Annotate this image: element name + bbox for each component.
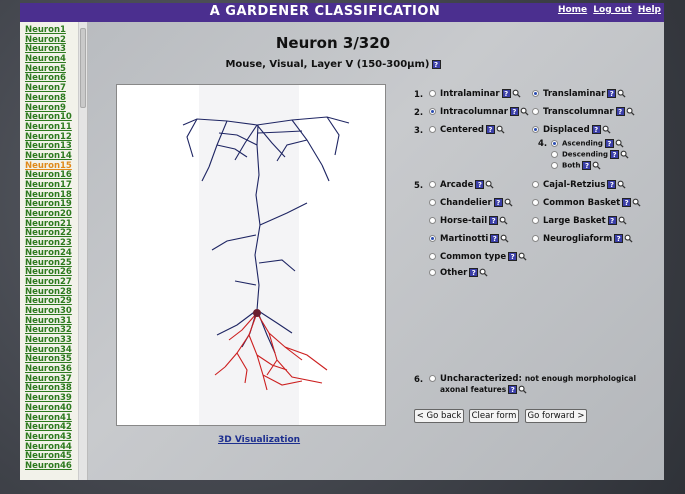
home-link[interactable]: Home — [557, 5, 588, 15]
sidebar-item-neuron20[interactable]: Neuron20 — [25, 209, 72, 220]
magnifier-icon[interactable] — [617, 89, 626, 98]
sidebar-item-neuron40[interactable]: Neuron40 — [25, 402, 72, 413]
magnifier-icon[interactable] — [592, 161, 601, 170]
sidebar-item-neuron25[interactable]: Neuron25 — [25, 257, 72, 268]
q1-number: 1. — [414, 90, 424, 100]
q4-option-both-label: Both — [562, 161, 581, 170]
sidebar-item-neuron15[interactable]: Neuron15 — [25, 160, 72, 171]
help-icon[interactable]: ? — [486, 125, 495, 134]
q1-option-translaminar[interactable] — [532, 89, 626, 99]
sidebar-item-neuron28[interactable]: Neuron28 — [25, 286, 72, 297]
sidebar-item-neuron46[interactable]: Neuron46 — [25, 460, 72, 471]
q5-option-martinotti-label: Martinotti — [440, 234, 489, 244]
sidebar-item-neuron1[interactable]: Neuron1 — [25, 25, 66, 35]
sidebar-item-neuron21[interactable]: Neuron21 — [25, 218, 72, 229]
help-icon[interactable]: ? — [469, 268, 478, 277]
subtitle-text: Mouse, Visual, Layer V (150-300μm) — [225, 59, 430, 70]
sidebar-item-neuron23[interactable]: Neuron23 — [25, 238, 72, 249]
q2-option-b-label: Transcolumnar — [543, 107, 614, 117]
q3-option-displaced[interactable] — [532, 125, 611, 135]
clear-form-button[interactable]: Clear form — [469, 409, 519, 423]
sidebar-item-neuron4[interactable]: Neuron4 — [25, 54, 66, 65]
magnifier-icon[interactable] — [632, 198, 641, 207]
header-bar — [20, 3, 664, 22]
magnifier-icon[interactable] — [615, 139, 624, 148]
sidebar-item-neuron34[interactable]: Neuron34 — [25, 344, 72, 355]
q3-option-a-label: Centered — [440, 125, 484, 135]
sidebar-item-neuron2[interactable]: Neuron2 — [25, 34, 66, 45]
magnifier-icon[interactable] — [485, 180, 494, 189]
sidebar-item-neuron24[interactable]: Neuron24 — [25, 247, 72, 258]
magnifier-icon[interactable] — [499, 216, 508, 225]
q2-number: 2. — [414, 108, 424, 118]
radio-displaced[interactable] — [532, 126, 539, 133]
radio-both[interactable] — [551, 162, 558, 169]
q4-option-ascending-label: Ascending — [562, 139, 603, 148]
scrollbar-thumb[interactable] — [80, 28, 86, 108]
help-icon[interactable]: ? — [489, 216, 498, 225]
radio-centered[interactable] — [429, 126, 436, 133]
q5-option-chandelier[interactable] — [429, 198, 513, 208]
magnifier-icon[interactable] — [626, 107, 635, 116]
q2-option-intracolumnar[interactable] — [429, 107, 529, 117]
q5-option-neurogliaform-label: Neurogliaform — [543, 234, 613, 244]
help-icon[interactable]: ? — [494, 198, 503, 207]
q3-number: 3. — [414, 126, 424, 136]
sidebar-item-neuron43[interactable]: Neuron43 — [25, 431, 72, 442]
page-title: Neuron 3/320 — [275, 34, 391, 52]
sidebar-item-neuron44[interactable]: Neuron44 — [25, 441, 72, 452]
help-icon[interactable]: ? — [502, 89, 511, 98]
magnifier-icon[interactable] — [496, 125, 505, 134]
q6-number: 6. — [414, 375, 424, 385]
q6-note-line1: not enough morphological — [524, 374, 637, 383]
radio-neurogliaform[interactable] — [532, 235, 539, 242]
magnifier-icon[interactable] — [504, 198, 513, 207]
help-icon[interactable]: ? — [508, 385, 517, 394]
magnifier-icon[interactable] — [602, 125, 611, 134]
neuron-morphology-image — [117, 85, 385, 425]
cell-soma — [253, 309, 261, 317]
radio-translaminar[interactable] — [532, 90, 539, 97]
q1-option-a-label: Intralaminar — [440, 89, 500, 99]
sidebar-item-neuron41[interactable]: Neuron41 — [25, 412, 72, 423]
sidebar-item-neuron8[interactable]: Neuron8 — [25, 92, 66, 103]
help-icon[interactable]: ? — [510, 107, 519, 116]
sidebar-item-neuron9[interactable]: Neuron9 — [25, 102, 66, 113]
sidebar-item-neuron18[interactable]: Neuron18 — [25, 189, 72, 200]
q3-option-b-label: Displaced — [543, 125, 590, 135]
sidebar-item-neuron35[interactable]: Neuron35 — [25, 354, 72, 365]
q6-note-line2: axonal features — [440, 385, 507, 394]
help-icon[interactable]: ? — [490, 234, 499, 243]
q4-option-descending[interactable] — [551, 150, 629, 159]
neuron-list — [25, 26, 72, 472]
sidebar-item-neuron10[interactable]: Neuron10 — [25, 112, 72, 123]
q6-label: Uncharacterized: — [440, 374, 522, 384]
layer-band — [199, 85, 299, 425]
q5-option-other[interactable] — [429, 268, 488, 278]
radio-transcolumnar[interactable] — [532, 108, 539, 115]
q4-option-both[interactable] — [551, 161, 601, 170]
sidebar-item-neuron5[interactable]: Neuron5 — [25, 63, 66, 74]
q5-option-arcade-label: Arcade — [440, 180, 474, 190]
q3-option-centered[interactable] — [429, 125, 505, 135]
sidebar-item-neuron29[interactable]: Neuron29 — [25, 296, 72, 307]
sidebar-item-neuron14[interactable]: Neuron14 — [25, 150, 72, 161]
radio-chandelier[interactable] — [429, 199, 436, 206]
q4-option-descending-label: Descending — [562, 150, 609, 159]
neuron-image-panel — [116, 84, 386, 426]
magnifier-icon[interactable] — [518, 385, 527, 394]
radio-cajal-retzius[interactable] — [532, 181, 539, 188]
q1-option-intralaminar[interactable] — [429, 89, 521, 99]
q5-option-other-label: Other — [440, 268, 468, 278]
radio-other[interactable] — [429, 269, 436, 276]
help-icon[interactable]: ? — [616, 107, 625, 116]
q5-option-horse-tail-label: Horse-tail — [440, 216, 488, 226]
magnifier-icon[interactable] — [617, 180, 626, 189]
q5-option-large-basket[interactable] — [532, 216, 627, 226]
q5-option-large-basket-label: Large Basket — [543, 216, 606, 226]
neuron-subtitle — [88, 59, 578, 70]
radio-ascending[interactable] — [551, 140, 558, 147]
go-forward-button[interactable]: Go forward > — [525, 409, 587, 423]
radio-common-basket[interactable] — [532, 199, 539, 206]
sidebar-item-neuron6[interactable]: Neuron6 — [25, 73, 66, 84]
radio-common-type[interactable] — [429, 253, 436, 260]
sidebar-item-neuron12[interactable]: Neuron12 — [25, 131, 72, 142]
sidebar-item-neuron27[interactable]: Neuron27 — [25, 276, 72, 287]
q5-option-cajal-retzius[interactable] — [532, 180, 626, 190]
sidebar-item-neuron31[interactable]: Neuron31 — [25, 315, 72, 326]
q5-option-common-basket-label: Common Basket — [543, 198, 621, 208]
sidebar-item-neuron17[interactable]: Neuron17 — [25, 180, 72, 190]
sidebar-item-neuron30[interactable]: Neuron30 — [25, 305, 72, 316]
sidebar-item-neuron22[interactable]: Neuron22 — [25, 228, 72, 239]
help-icon[interactable]: ? — [582, 161, 591, 170]
sidebar-item-neuron37[interactable]: Neuron37 — [25, 373, 72, 384]
help-icon[interactable]: ? — [610, 150, 619, 159]
radio-arcade[interactable] — [429, 181, 436, 188]
help-icon[interactable]: ? — [592, 125, 601, 134]
magnifier-icon[interactable] — [500, 234, 509, 243]
sidebar-item-neuron38[interactable]: Neuron38 — [25, 383, 72, 394]
radio-descending[interactable] — [551, 151, 558, 158]
sidebar-item-neuron13[interactable]: Neuron13 — [25, 141, 72, 152]
q2-option-a-label: Intracolumnar — [440, 107, 508, 117]
magnifier-icon[interactable] — [620, 150, 629, 159]
help-icon[interactable]: ? — [614, 234, 623, 243]
magnifier-icon[interactable] — [618, 216, 627, 225]
sidebar-item-neuron42[interactable]: Neuron42 — [25, 422, 72, 433]
sidebar-item-neuron32[interactable]: Neuron32 — [25, 325, 72, 336]
3d-visualization-link[interactable]: 3D Visualization — [218, 435, 301, 445]
app-title: A GARDENER CLASSIFICATION — [209, 4, 441, 19]
magnifier-icon[interactable] — [479, 268, 488, 277]
radio-intralaminar[interactable] — [429, 90, 436, 97]
radio-horse-tail[interactable] — [429, 217, 436, 224]
radio-intracolumnar[interactable] — [429, 108, 436, 115]
radio-martinotti[interactable] — [429, 235, 436, 242]
sidebar-item-neuron16[interactable]: Neuron16 — [25, 170, 72, 181]
sidebar-item-neuron19[interactable]: Neuron19 — [25, 199, 72, 210]
sidebar-item-neuron3[interactable]: Neuron3 — [25, 44, 66, 55]
q5-option-martinotti[interactable] — [429, 234, 509, 244]
q5-option-common-basket[interactable] — [532, 198, 641, 208]
magnifier-icon[interactable] — [518, 252, 527, 261]
help-icon[interactable]: ? — [475, 180, 484, 189]
q4-number: 4. — [538, 139, 548, 149]
magnifier-icon[interactable] — [624, 234, 633, 243]
help-icon[interactable]: ? — [508, 252, 517, 261]
help-icon[interactable]: ? — [608, 216, 617, 225]
magnifier-icon[interactable] — [520, 107, 529, 116]
q5-number: 5. — [414, 181, 424, 191]
help-icon[interactable]: ? — [607, 180, 616, 189]
help-icon[interactable]: ? — [432, 60, 441, 69]
help-icon[interactable]: ? — [622, 198, 631, 207]
q5-option-cajal-retzius-label: Cajal-Retzius — [543, 180, 606, 190]
sidebar-item-neuron26[interactable]: Neuron26 — [25, 267, 72, 278]
q6-option-uncharacterized[interactable] — [429, 374, 636, 384]
sidebar-item-neuron33[interactable]: Neuron33 — [25, 335, 72, 345]
classification-form — [414, 84, 664, 421]
q5-option-arcade[interactable] — [429, 180, 494, 190]
go-back-button[interactable]: < Go back — [414, 409, 464, 423]
header-links — [555, 5, 661, 15]
main-panel — [88, 22, 664, 480]
q6-note-row — [440, 385, 527, 395]
sidebar-item-neuron36[interactable]: Neuron36 — [25, 364, 72, 375]
q5-option-horse-tail[interactable] — [429, 216, 508, 226]
q1-option-b-label: Translaminar — [543, 89, 606, 99]
q5-option-common-type[interactable] — [429, 252, 527, 262]
sidebar-item-neuron45[interactable]: Neuron45 — [25, 451, 72, 462]
logout-link[interactable]: Log out — [593, 5, 632, 15]
magnifier-icon[interactable] — [512, 89, 521, 98]
q5-option-neurogliaform[interactable] — [532, 234, 633, 244]
sidebar-item-neuron7[interactable]: Neuron7 — [25, 83, 66, 94]
radio-large-basket[interactable] — [532, 217, 539, 224]
radio-uncharacterized[interactable] — [429, 375, 436, 382]
help-icon[interactable]: ? — [607, 89, 616, 98]
q4-option-ascending[interactable] — [551, 139, 624, 148]
sidebar-item-neuron39[interactable]: Neuron39 — [25, 393, 72, 404]
sidebar-scrollbar[interactable] — [78, 22, 87, 480]
q5-option-common-type-label: Common type — [440, 252, 507, 262]
q5-option-chandelier-label: Chandelier — [440, 198, 492, 208]
help-link[interactable]: Help — [637, 5, 661, 15]
sidebar-item-neuron11[interactable]: Neuron11 — [25, 121, 72, 132]
q2-option-transcolumnar[interactable] — [532, 107, 635, 117]
help-icon[interactable]: ? — [605, 139, 614, 148]
